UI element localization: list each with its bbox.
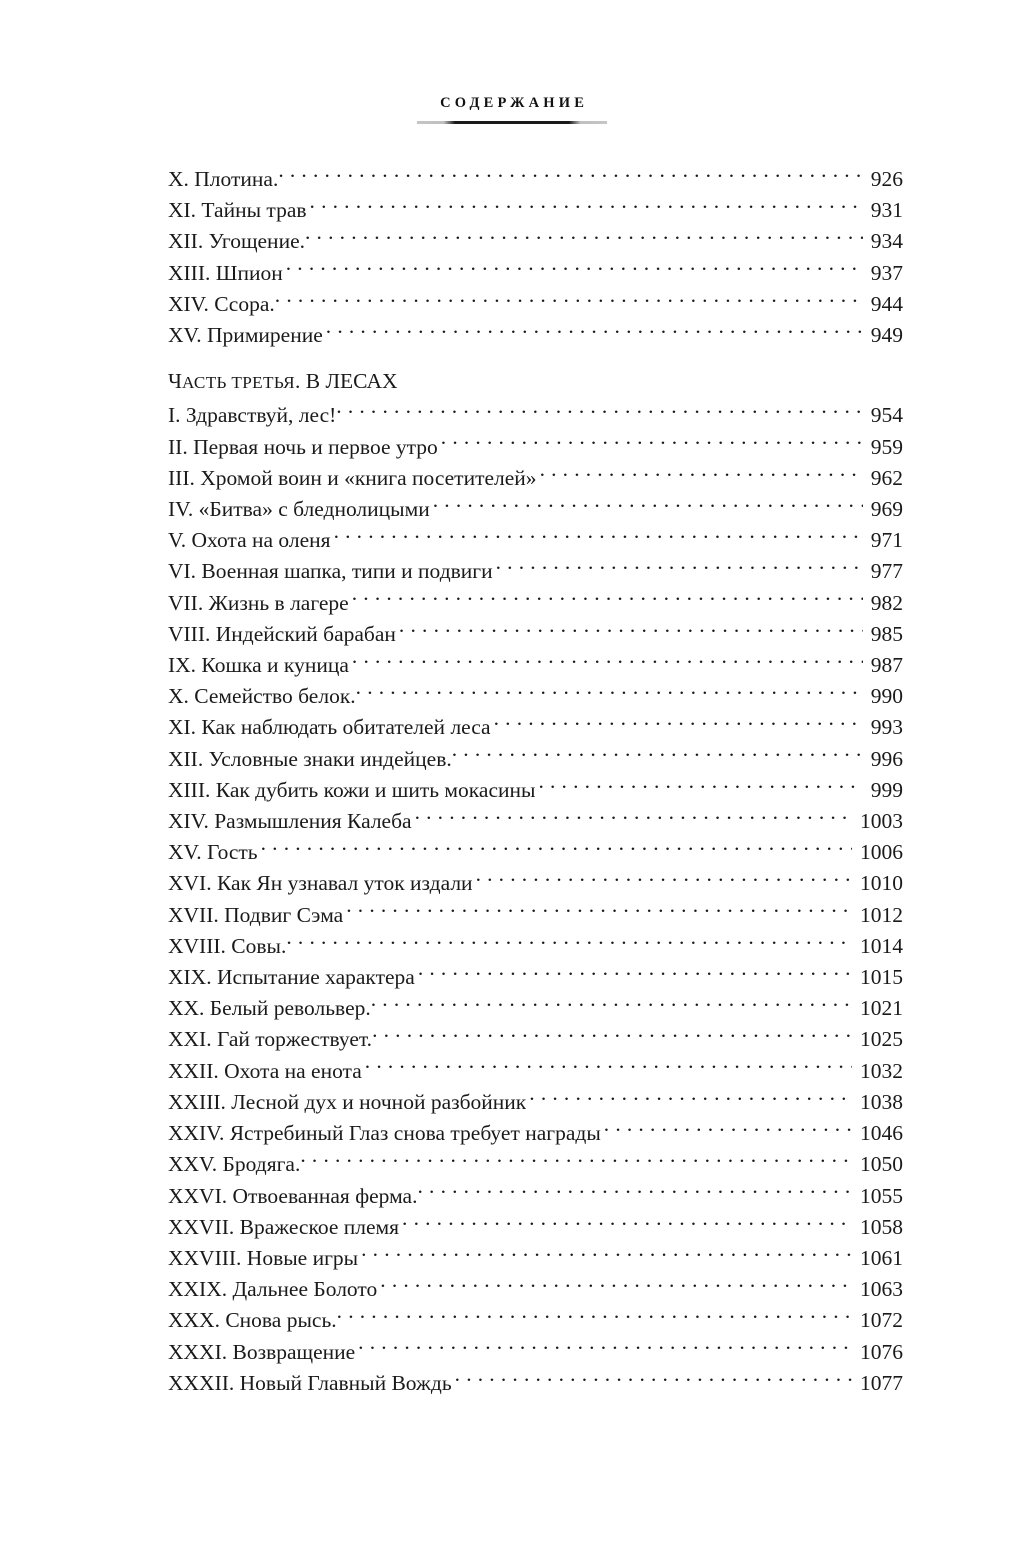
toc-entry-title: IV. «Битва» с бледнолицыми <box>168 497 430 522</box>
part-heading <box>168 366 903 398</box>
toc-entry-page-number: 926 <box>870 167 903 191</box>
toc-entry[interactable] <box>168 226 903 257</box>
toc-entry[interactable] <box>168 806 903 837</box>
toc-entry-title: XIV. Размышления Калеба <box>168 809 412 834</box>
header-divider-rule <box>417 121 607 124</box>
toc-dot-leader <box>286 258 863 280</box>
part-heading-smallcaps-initial: Ч <box>168 369 182 394</box>
toc-dot-leader <box>418 963 852 985</box>
toc-dot-leader <box>433 495 863 517</box>
toc-entry-page-number: 999 <box>870 777 903 802</box>
toc-entry-page-number: 1050 <box>860 1152 903 1177</box>
toc-entry-title: XXX. Снова рысь. <box>168 1308 337 1333</box>
toc-entry-page-number: 971 <box>870 528 903 553</box>
toc-entry[interactable] <box>168 463 903 494</box>
toc-entry[interactable] <box>168 1305 903 1336</box>
toc-entry-title: XI. Как наблюдать обитателей леса <box>168 715 491 740</box>
toc-entry[interactable] <box>168 868 903 899</box>
toc-dot-leader <box>415 807 852 829</box>
toc-dot-leader <box>402 1212 852 1234</box>
toc-entry-page-number: 985 <box>870 621 903 646</box>
toc-entry[interactable] <box>168 432 903 463</box>
toc-dot-leader <box>358 1337 852 1359</box>
toc-dot-leader <box>380 1275 852 1297</box>
toc-entry-title: XXVII. Вражеское племя <box>168 1214 400 1239</box>
toc-entry[interactable] <box>168 320 903 351</box>
toc-dot-leader <box>261 838 852 860</box>
toc-entry-title: XVII. Подвиг Сэма <box>168 902 344 927</box>
toc-dot-leader <box>286 931 852 953</box>
toc-entry-page-number: 1061 <box>860 1245 903 1270</box>
toc-entry-page-number: 1003 <box>860 809 903 834</box>
toc-entry-title: XIII. Как дубить кожи и шить мокасины <box>168 777 536 802</box>
part-heading-caps: В ЛЕСАХ <box>305 369 398 394</box>
toc-entry[interactable] <box>168 1118 903 1149</box>
toc-dot-leader <box>356 682 863 704</box>
toc-entry-page-number: 996 <box>870 746 903 771</box>
toc-entry[interactable] <box>168 164 903 195</box>
toc-dot-leader <box>310 196 863 218</box>
toc-entry-page-number: 949 <box>870 323 903 348</box>
part-heading-smallcaps-body: АСТЬ ТРЕТЬЯ <box>181 373 295 393</box>
toc-entry-title: XXV. Бродяга. <box>168 1152 301 1177</box>
toc-entry-title: XV. Гость <box>168 840 258 865</box>
toc-entry[interactable] <box>168 1024 903 1055</box>
toc-entry[interactable] <box>168 400 903 431</box>
toc-entry-page-number: 987 <box>870 653 903 678</box>
toc-entry-title: XIV. Ссора. <box>168 291 275 316</box>
toc-dot-leader <box>455 1368 852 1390</box>
toc-entry-page-number: 954 <box>870 403 903 428</box>
toc-dot-leader <box>334 526 863 548</box>
toc-entry-title: XX. Белый револьвер. <box>168 996 371 1021</box>
toc-dot-leader <box>476 869 852 891</box>
toc-entry[interactable] <box>168 494 903 525</box>
toc-entry-title: X. Семейство белок. <box>168 684 356 709</box>
toc-entry-title: III. Хромой воин и «книга посетителей» <box>168 465 537 490</box>
toc-entry[interactable] <box>168 712 903 743</box>
toc-entry-title: XXXI. Возвращение <box>168 1339 356 1364</box>
toc-dot-leader <box>275 289 863 311</box>
toc-entry[interactable] <box>168 900 903 931</box>
toc-entry-page-number: 944 <box>870 291 903 316</box>
toc-entry-page-number: 931 <box>870 198 903 223</box>
toc-entry-page-number: 1058 <box>860 1214 903 1239</box>
toc-entry[interactable] <box>168 993 903 1024</box>
toc-entry-title: XII. Угощение. <box>168 229 305 254</box>
toc-entry[interactable] <box>168 650 903 681</box>
toc-dot-leader <box>540 463 863 485</box>
toc-dot-leader <box>326 321 863 343</box>
toc-entry-page-number: 934 <box>870 229 903 254</box>
toc-entry-page-number: 1046 <box>860 1121 903 1146</box>
toc-dot-leader <box>538 775 862 797</box>
toc-entry-title: XXIX. Дальнее Болото <box>168 1277 378 1302</box>
toc-entry-title: XIII. Шпион <box>168 260 283 285</box>
toc-entry-page-number: 1012 <box>860 902 903 927</box>
toc-entry[interactable] <box>168 1181 903 1212</box>
toc-entry-page-number: 1021 <box>860 996 903 1021</box>
toc-entry-page-number: 1072 <box>860 1308 903 1333</box>
toc-entry-title: XXIII. Лесной дух и ночной разбойник <box>168 1089 527 1114</box>
toc-dot-leader <box>300 1150 852 1172</box>
toc-entry[interactable] <box>168 1087 903 1118</box>
toc-entry[interactable] <box>168 619 903 650</box>
toc-entry[interactable] <box>168 837 903 868</box>
toc-entry[interactable] <box>168 588 903 619</box>
toc-dot-leader <box>441 432 863 454</box>
toc-entry-title: XXVIII. Новые игры <box>168 1245 359 1270</box>
toc-entry-page-number: 937 <box>870 260 903 285</box>
toc-entry-page-number: 1038 <box>860 1089 903 1114</box>
toc-entry-page-number: 1063 <box>860 1277 903 1302</box>
table-of-contents <box>168 164 903 1399</box>
toc-entry[interactable] <box>168 1243 903 1274</box>
toc-dot-leader <box>529 1087 852 1109</box>
toc-entry-page-number: 1025 <box>860 1027 903 1052</box>
toc-dot-leader <box>352 651 863 673</box>
toc-entry-page-number: 962 <box>870 465 903 490</box>
toc-entry-title: XXI. Гай торжествует. <box>168 1027 373 1052</box>
toc-entry-title: XXIV. Ястребиный Глаз снова требует награды <box>168 1121 601 1146</box>
toc-dot-leader <box>361 1243 852 1265</box>
toc-entry[interactable] <box>168 1368 903 1399</box>
toc-entry[interactable] <box>168 1149 903 1180</box>
toc-entry-page-number: 1032 <box>860 1058 903 1083</box>
toc-dot-leader <box>278 165 862 187</box>
toc-entry-page-number: 1015 <box>860 965 903 990</box>
toc-dot-leader <box>399 619 863 641</box>
toc-entry[interactable] <box>168 931 903 962</box>
toc-entry-title: VIII. Индейский барабан <box>168 621 396 646</box>
toc-dot-leader <box>372 1025 852 1047</box>
toc-dot-leader <box>352 588 863 610</box>
toc-entry[interactable] <box>168 525 903 556</box>
toc-entry-page-number: 969 <box>870 497 903 522</box>
toc-entry-page-number: 1077 <box>860 1370 903 1395</box>
toc-entry-title: X. Плотина. <box>168 167 279 191</box>
toc-dot-leader <box>336 401 862 423</box>
toc-dot-leader <box>346 900 852 922</box>
toc-entry-title: XXXII. Новый Главный Вождь <box>168 1370 452 1395</box>
toc-dot-leader <box>494 713 863 735</box>
toc-entry-title: XVI. Как Ян узнавал уток издали <box>168 871 473 896</box>
toc-entry[interactable] <box>168 1212 903 1243</box>
toc-entry[interactable] <box>168 1274 903 1305</box>
toc-entry[interactable] <box>168 556 903 587</box>
part-heading-separator: . <box>295 369 306 394</box>
toc-dot-leader <box>337 1306 852 1328</box>
toc-dot-leader <box>365 1056 852 1078</box>
toc-dot-leader <box>496 557 863 579</box>
toc-dot-leader <box>305 227 863 249</box>
toc-entry-page-number: 1076 <box>860 1339 903 1364</box>
toc-entry[interactable] <box>168 195 903 226</box>
toc-entry-title: XV. Примирение <box>168 323 323 348</box>
toc-dot-leader <box>371 994 852 1016</box>
toc-entry-title: II. Первая ночь и первое утро <box>168 434 438 459</box>
toc-entry-title: VII. Жизнь в лагере <box>168 590 349 615</box>
toc-entry-page-number: 990 <box>870 684 903 709</box>
toc-entry-page-number: 1010 <box>860 871 903 896</box>
toc-entry-title: XXVI. Отвоеванная ферма. <box>168 1183 418 1208</box>
toc-entry[interactable] <box>168 744 903 775</box>
toc-entry[interactable] <box>168 681 903 712</box>
toc-dot-leader <box>604 1119 852 1141</box>
toc-entry-title: XVIII. Совы. <box>168 933 287 958</box>
toc-entry[interactable] <box>168 258 903 289</box>
toc-dot-leader <box>417 1181 852 1203</box>
toc-entry-title: XXII. Охота на енота <box>168 1058 362 1083</box>
toc-entry[interactable] <box>168 775 903 806</box>
toc-entry-page-number: 959 <box>870 434 903 459</box>
toc-entry-title: XIX. Испытание характера <box>168 965 415 990</box>
toc-entry-page-number: 1055 <box>860 1183 903 1208</box>
toc-entry-title: IX. Кошка и куница <box>168 653 349 678</box>
toc-entry[interactable] <box>168 1337 903 1368</box>
toc-entry-page-number: 982 <box>870 590 903 615</box>
toc-entry[interactable] <box>168 289 903 320</box>
toc-entry[interactable] <box>168 1056 903 1087</box>
toc-entry-title: VI. Военная шапка, типи и подвиги <box>168 559 493 584</box>
toc-dot-leader <box>452 744 863 766</box>
page-title: СОДЕРЖАНИЕ <box>440 95 589 111</box>
running-head <box>0 96 1024 124</box>
toc-entry-title: V. Охота на оленя <box>168 528 331 553</box>
toc-entry-title: I. Здравствуй, лес! <box>168 403 337 428</box>
toc-entry[interactable] <box>168 962 903 993</box>
toc-entry-page-number: 1006 <box>860 840 903 865</box>
toc-entry-title: XI. Тайны трав <box>168 198 307 223</box>
toc-entry-page-number: 977 <box>870 559 903 584</box>
toc-entry-page-number: 1014 <box>860 933 903 958</box>
toc-entry-title: XII. Условные знаки индейцев. <box>168 746 452 771</box>
toc-entry-page-number: 993 <box>870 715 903 740</box>
